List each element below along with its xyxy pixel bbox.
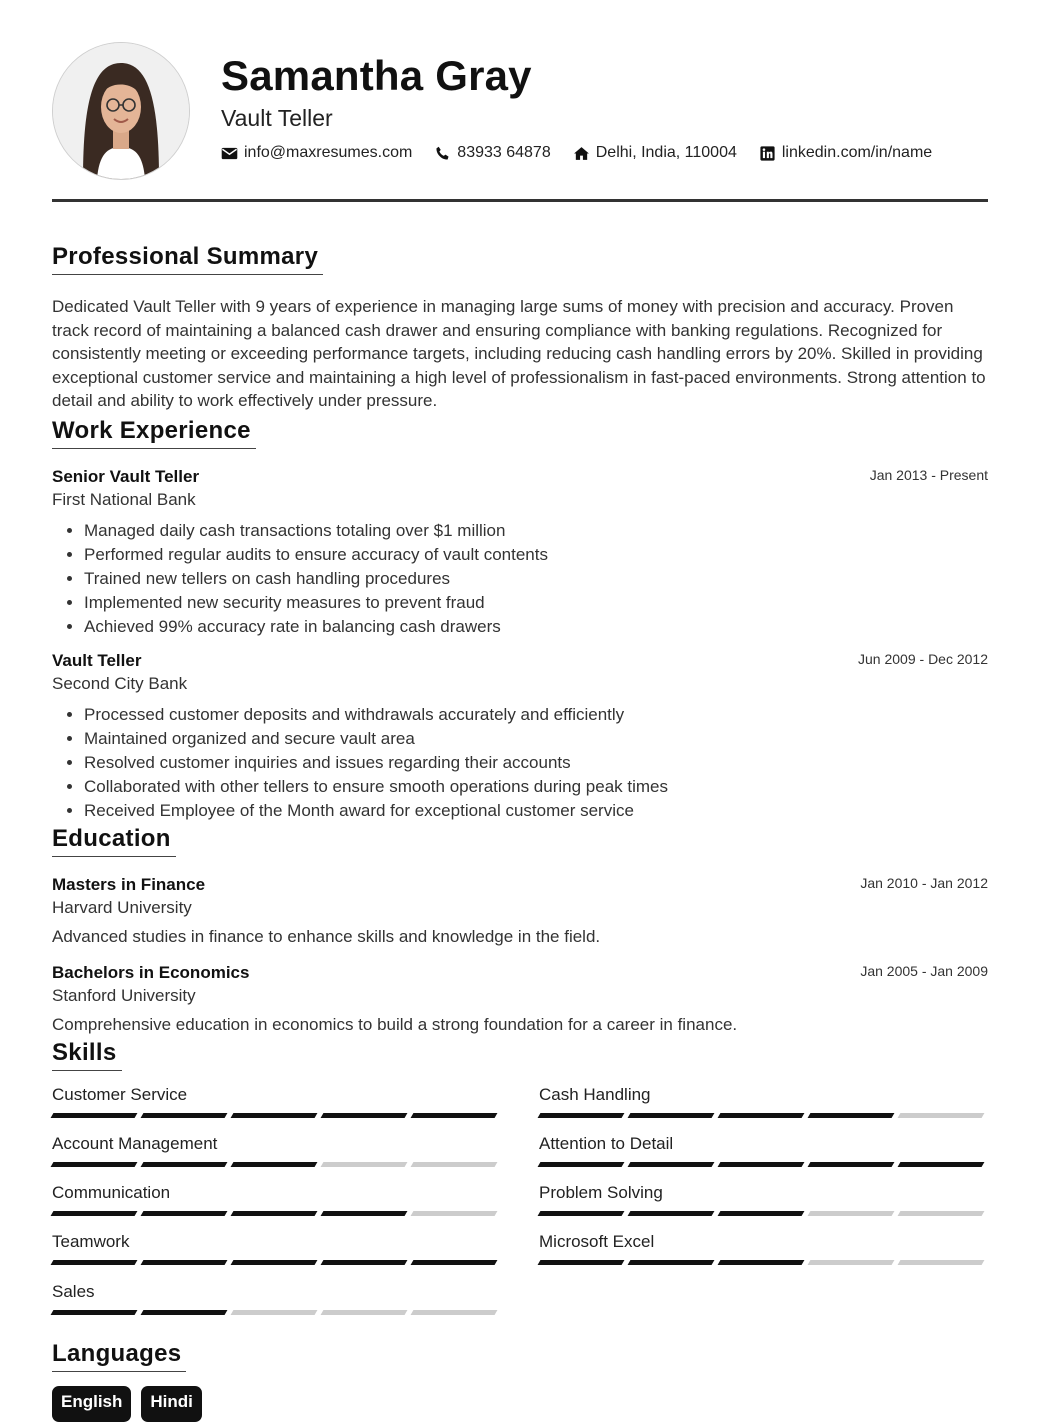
skill-segment-filled (411, 1260, 498, 1265)
skill-name: Sales (52, 1281, 95, 1301)
skill-segment-filled (51, 1211, 138, 1216)
skill-name: Communication (52, 1182, 171, 1202)
degree-title: Masters in Finance (52, 874, 206, 894)
job-company: First National Bank (52, 489, 196, 509)
skills-grid (52, 1085, 988, 1332)
skill-item (52, 1183, 500, 1232)
skill-segment-empty (231, 1310, 318, 1315)
skill-level-bar (52, 1162, 500, 1167)
education-header (52, 963, 988, 983)
avatar (52, 42, 190, 180)
skill-segment-filled (808, 1162, 895, 1167)
skills-heading: Skills (52, 1039, 122, 1071)
candidate-role: Vault Teller (221, 105, 333, 131)
skill-segment-filled (411, 1113, 498, 1118)
school-name: Stanford University (52, 985, 196, 1005)
job-bullet: • Trained new tellers on cash handling procedures (84, 567, 988, 591)
job-bullets (52, 703, 988, 823)
skills-section (52, 1039, 988, 1332)
skill-segment-filled (231, 1211, 318, 1216)
skill-segment-filled (538, 1211, 625, 1216)
skill-name: Attention to Detail (539, 1133, 674, 1153)
skill-level-bar (539, 1211, 987, 1216)
skill-segment-filled (628, 1113, 715, 1118)
contact-phone[interactable] (434, 144, 550, 162)
job-entry (52, 467, 988, 639)
skill-segment-empty (898, 1260, 985, 1265)
skill-item (52, 1085, 500, 1134)
skill-segment-filled (51, 1310, 138, 1315)
home-icon (573, 145, 590, 162)
skill-segment-filled (898, 1162, 985, 1167)
skill-segment-filled (538, 1260, 625, 1265)
contact-location (573, 144, 737, 162)
skill-level-bar (52, 1113, 500, 1118)
skill-segment-empty (898, 1211, 985, 1216)
contact-email[interactable] (221, 144, 412, 162)
education-description: Comprehensive education in economics to build a strong foundation for a career in finance. (52, 1014, 738, 1034)
skill-segment-filled (538, 1162, 625, 1167)
skill-segment-filled (231, 1162, 318, 1167)
language-list (52, 1386, 988, 1422)
job-bullets (52, 519, 988, 639)
skill-segment-filled (628, 1260, 715, 1265)
skill-segment-filled (628, 1162, 715, 1167)
phone-icon (434, 145, 451, 162)
education-heading: Education (52, 825, 176, 857)
skill-name: Teamwork (52, 1231, 130, 1251)
skill-name: Cash Handling (539, 1084, 651, 1104)
skill-name: Microsoft Excel (539, 1231, 655, 1251)
job-bullet: • Achieved 99% accuracy rate in balancing cash drawers (84, 615, 988, 639)
contact-bar (221, 144, 954, 162)
contact-linkedin[interactable] (759, 144, 932, 162)
skill-item (52, 1282, 500, 1332)
summary-heading: Professional Summary (52, 243, 323, 275)
skill-segment-filled (321, 1113, 408, 1118)
skill-segment-filled (808, 1113, 895, 1118)
skill-segment-empty (321, 1310, 408, 1315)
linkedin-icon (759, 145, 776, 162)
skill-segment-filled (141, 1113, 228, 1118)
skill-level-bar (539, 1162, 987, 1167)
skill-item (539, 1085, 987, 1134)
job-dates: Jun 2009 - Dec 2012 (858, 650, 988, 667)
skill-segment-filled (231, 1260, 318, 1265)
envelope-icon (221, 145, 238, 162)
skill-name: Problem Solving (539, 1182, 663, 1202)
job-header (52, 467, 988, 487)
job-bullet: • Received Employee of the Month award for exceptional customer service (84, 799, 988, 823)
education-header (52, 875, 988, 895)
location-text: Delhi, India, 110004 (595, 144, 737, 161)
skill-item (539, 1183, 987, 1232)
skill-segment-empty (898, 1113, 985, 1118)
skill-segment-filled (51, 1113, 138, 1118)
job-entry (52, 651, 988, 823)
candidate-name: Samantha Gray (221, 52, 532, 99)
skill-name: Account Management (52, 1133, 218, 1153)
education-entry (52, 875, 988, 947)
job-bullet: • Collaborated with other tellers to ensure smooth operations during peak times (84, 775, 988, 799)
skill-segment-empty (411, 1211, 498, 1216)
skill-level-bar (52, 1211, 500, 1216)
skill-segment-filled (141, 1162, 228, 1167)
skill-segment-empty (411, 1310, 498, 1315)
skill-item (539, 1134, 987, 1183)
skill-segment-empty (808, 1211, 895, 1216)
skill-segment-filled (141, 1310, 228, 1315)
language-badge: English (52, 1386, 131, 1422)
skill-name: Customer Service (52, 1084, 188, 1104)
education-description: Advanced studies in finance to enhance skills and knowledge in the field. (52, 926, 601, 946)
education-entry (52, 963, 988, 1035)
job-bullet: • Performed regular audits to ensure accuracy of vault contents (84, 543, 988, 567)
skill-segment-filled (51, 1260, 138, 1265)
skill-segment-filled (628, 1211, 715, 1216)
education-dates: Jan 2005 - Jan 2009 (860, 962, 988, 979)
skill-segment-filled (51, 1162, 138, 1167)
skill-segment-filled (141, 1211, 228, 1216)
skill-segment-filled (718, 1162, 805, 1167)
skill-segment-filled (718, 1113, 805, 1118)
job-bullet: • Resolved customer inquiries and issues regarding their accounts (84, 751, 988, 775)
skill-item (52, 1134, 500, 1183)
email-text: info@maxresumes.com (244, 144, 413, 161)
skill-level-bar (52, 1310, 500, 1315)
degree-title: Bachelors in Economics (52, 962, 250, 982)
skill-segment-filled (321, 1211, 408, 1216)
job-dates: Jan 2013 - Present (869, 466, 988, 483)
job-bullet: • Maintained organized and secure vault area (84, 727, 988, 751)
languages-section (52, 1340, 988, 1422)
education-section (52, 825, 988, 1035)
languages-heading: Languages (52, 1340, 186, 1372)
job-header (52, 651, 988, 671)
skill-segment-filled (231, 1113, 318, 1118)
skill-level-bar (539, 1113, 987, 1118)
job-bullet: • Implemented new security measures to prevent fraud (84, 591, 988, 615)
resume-header (52, 0, 988, 202)
summary-text: Dedicated Vault Teller with 9 years of experience in managing large sums of money with precision and accuracy. Proven track record of maintaining a balanced cash drawer and ensuring compliance with banking regulations. Recognized for consistently meeting or exceeding performance targets, including reducing cash handling errors by 20%. Skilled in providing exceptional customer service and maintaining a high level of professionalism in fast-paced environments. Strong attention to detail and ability to work effectively under pressure. (52, 297, 986, 410)
skill-segment-filled (718, 1260, 805, 1265)
skill-segment-filled (538, 1113, 625, 1118)
header-divider (52, 199, 988, 202)
skill-segment-empty (411, 1162, 498, 1167)
experience-section (52, 417, 988, 823)
skill-level-bar (539, 1260, 987, 1265)
skill-segment-filled (718, 1211, 805, 1216)
job-company: Second City Bank (52, 673, 188, 693)
skill-segment-empty (321, 1162, 408, 1167)
job-bullet: • Processed customer deposits and withdrawals accurately and efficiently (84, 703, 988, 727)
job-bullet: • Managed daily cash transactions totaling over $1 million (84, 519, 988, 543)
summary-section (52, 243, 988, 413)
language-badge: Hindi (141, 1386, 202, 1422)
education-dates: Jan 2010 - Jan 2012 (860, 874, 988, 891)
skill-segment-filled (321, 1260, 408, 1265)
job-title: Senior Vault Teller (52, 466, 200, 486)
linkedin-text: linkedin.com/in/name (781, 144, 933, 161)
skill-segment-empty (808, 1260, 895, 1265)
skill-level-bar (52, 1260, 500, 1265)
profile-photo (53, 43, 189, 179)
phone-text: 83933 64878 (457, 144, 551, 161)
skill-segment-filled (141, 1260, 228, 1265)
skill-item (52, 1232, 500, 1282)
experience-heading: Work Experience (52, 417, 256, 449)
school-name: Harvard University (52, 897, 192, 917)
job-title: Vault Teller (52, 650, 142, 670)
skill-item (539, 1232, 987, 1282)
